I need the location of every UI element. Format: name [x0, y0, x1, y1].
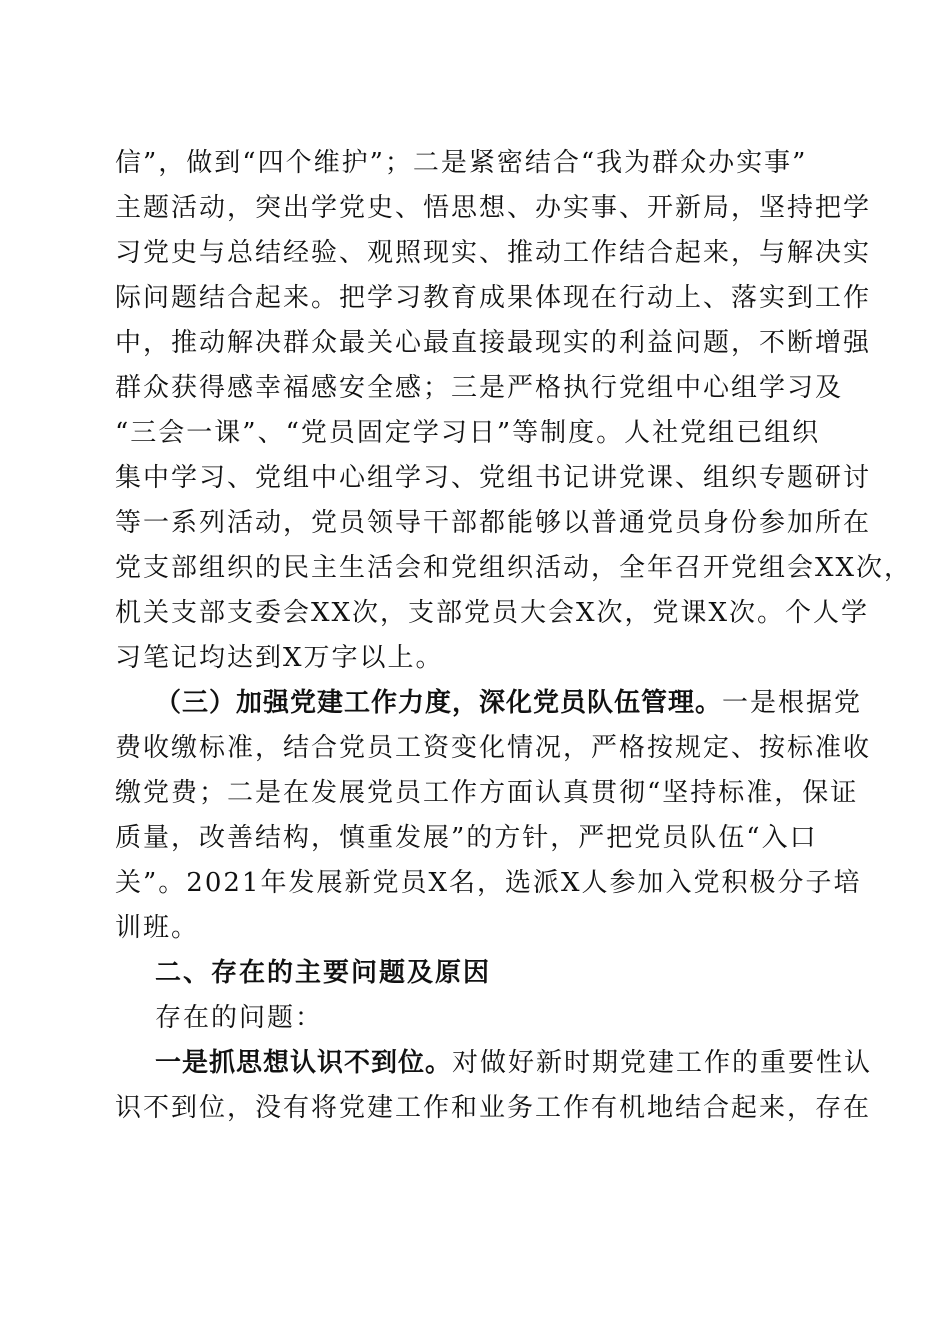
body-line: 缴党费；二是在发展党员工作方面认真贯彻“坚持标准，保证 — [115, 778, 859, 808]
body-line: 信”，做到“四个维护”；二是紧密结合“我为群众办实事” — [115, 148, 808, 178]
body-line: 关”。2021年发展新党员X名，选派X人参加入党积极分子培 — [115, 868, 862, 898]
body-line: 训班。 — [115, 913, 200, 943]
problem1-heading: 一是抓思想认识不到位。 — [155, 1048, 453, 1078]
body-line: 主题活动，突出学党史、悟思想、办实事、开新局，坚持把学 — [115, 193, 872, 223]
body-line: 中，推动解决群众最关心最直接最现实的利益问题，不断增强 — [115, 328, 872, 358]
section3-first-line — [155, 686, 875, 720]
body-line: 集中学习、党组中心组学习、党组书记讲党课、组织专题研讨 — [115, 463, 872, 493]
problem1-first-line — [155, 1046, 875, 1080]
section3-heading: （三）加强党建工作力度，深化党员队伍管理。 — [155, 688, 723, 718]
body-line: “三会一课”、“党员固定学习日”等制度。人社党组已组织 — [115, 418, 821, 448]
problem1-first-text: 对做好新时期党建工作的重要性认 — [452, 1048, 873, 1078]
section-heading-2: 二、存在的主要问题及原因 — [155, 958, 492, 988]
body-line: 党支部组织的民主生活会和党组织活动，全年召开党组会XX次， — [115, 553, 913, 583]
body-line: 费收缴标准，结合党员工资变化情况，严格按规定、按标准收 — [115, 733, 872, 763]
body-line: 等一系列活动，党员领导干部都能够以普通党员身份参加所在 — [115, 508, 872, 538]
body-line: 机关支部支委会XX次，支部党员大会X次，党课X次。个人学 — [115, 598, 870, 628]
body-line: 群众获得感幸福感安全感；三是严格执行党组中心组学习及 — [115, 373, 844, 403]
body-line: 际问题结合起来。把学习教育成果体现在行动上、落实到工作 — [115, 283, 872, 313]
body-line: 习党史与总结经验、观照现实、推动工作结合起来，与解决实 — [115, 238, 872, 268]
body-line: 习笔记均达到X万字以上。 — [115, 643, 444, 673]
section3-first-text: 一是根据党 — [722, 688, 863, 718]
body-line: 质量，改善结构，慎重发展”的方针，严把党员队伍“入口 — [115, 823, 818, 853]
problems-label: 存在的问题： — [155, 1003, 324, 1033]
body-line: 识不到位，没有将党建工作和业务工作有机地结合起来，存在 — [115, 1093, 872, 1123]
